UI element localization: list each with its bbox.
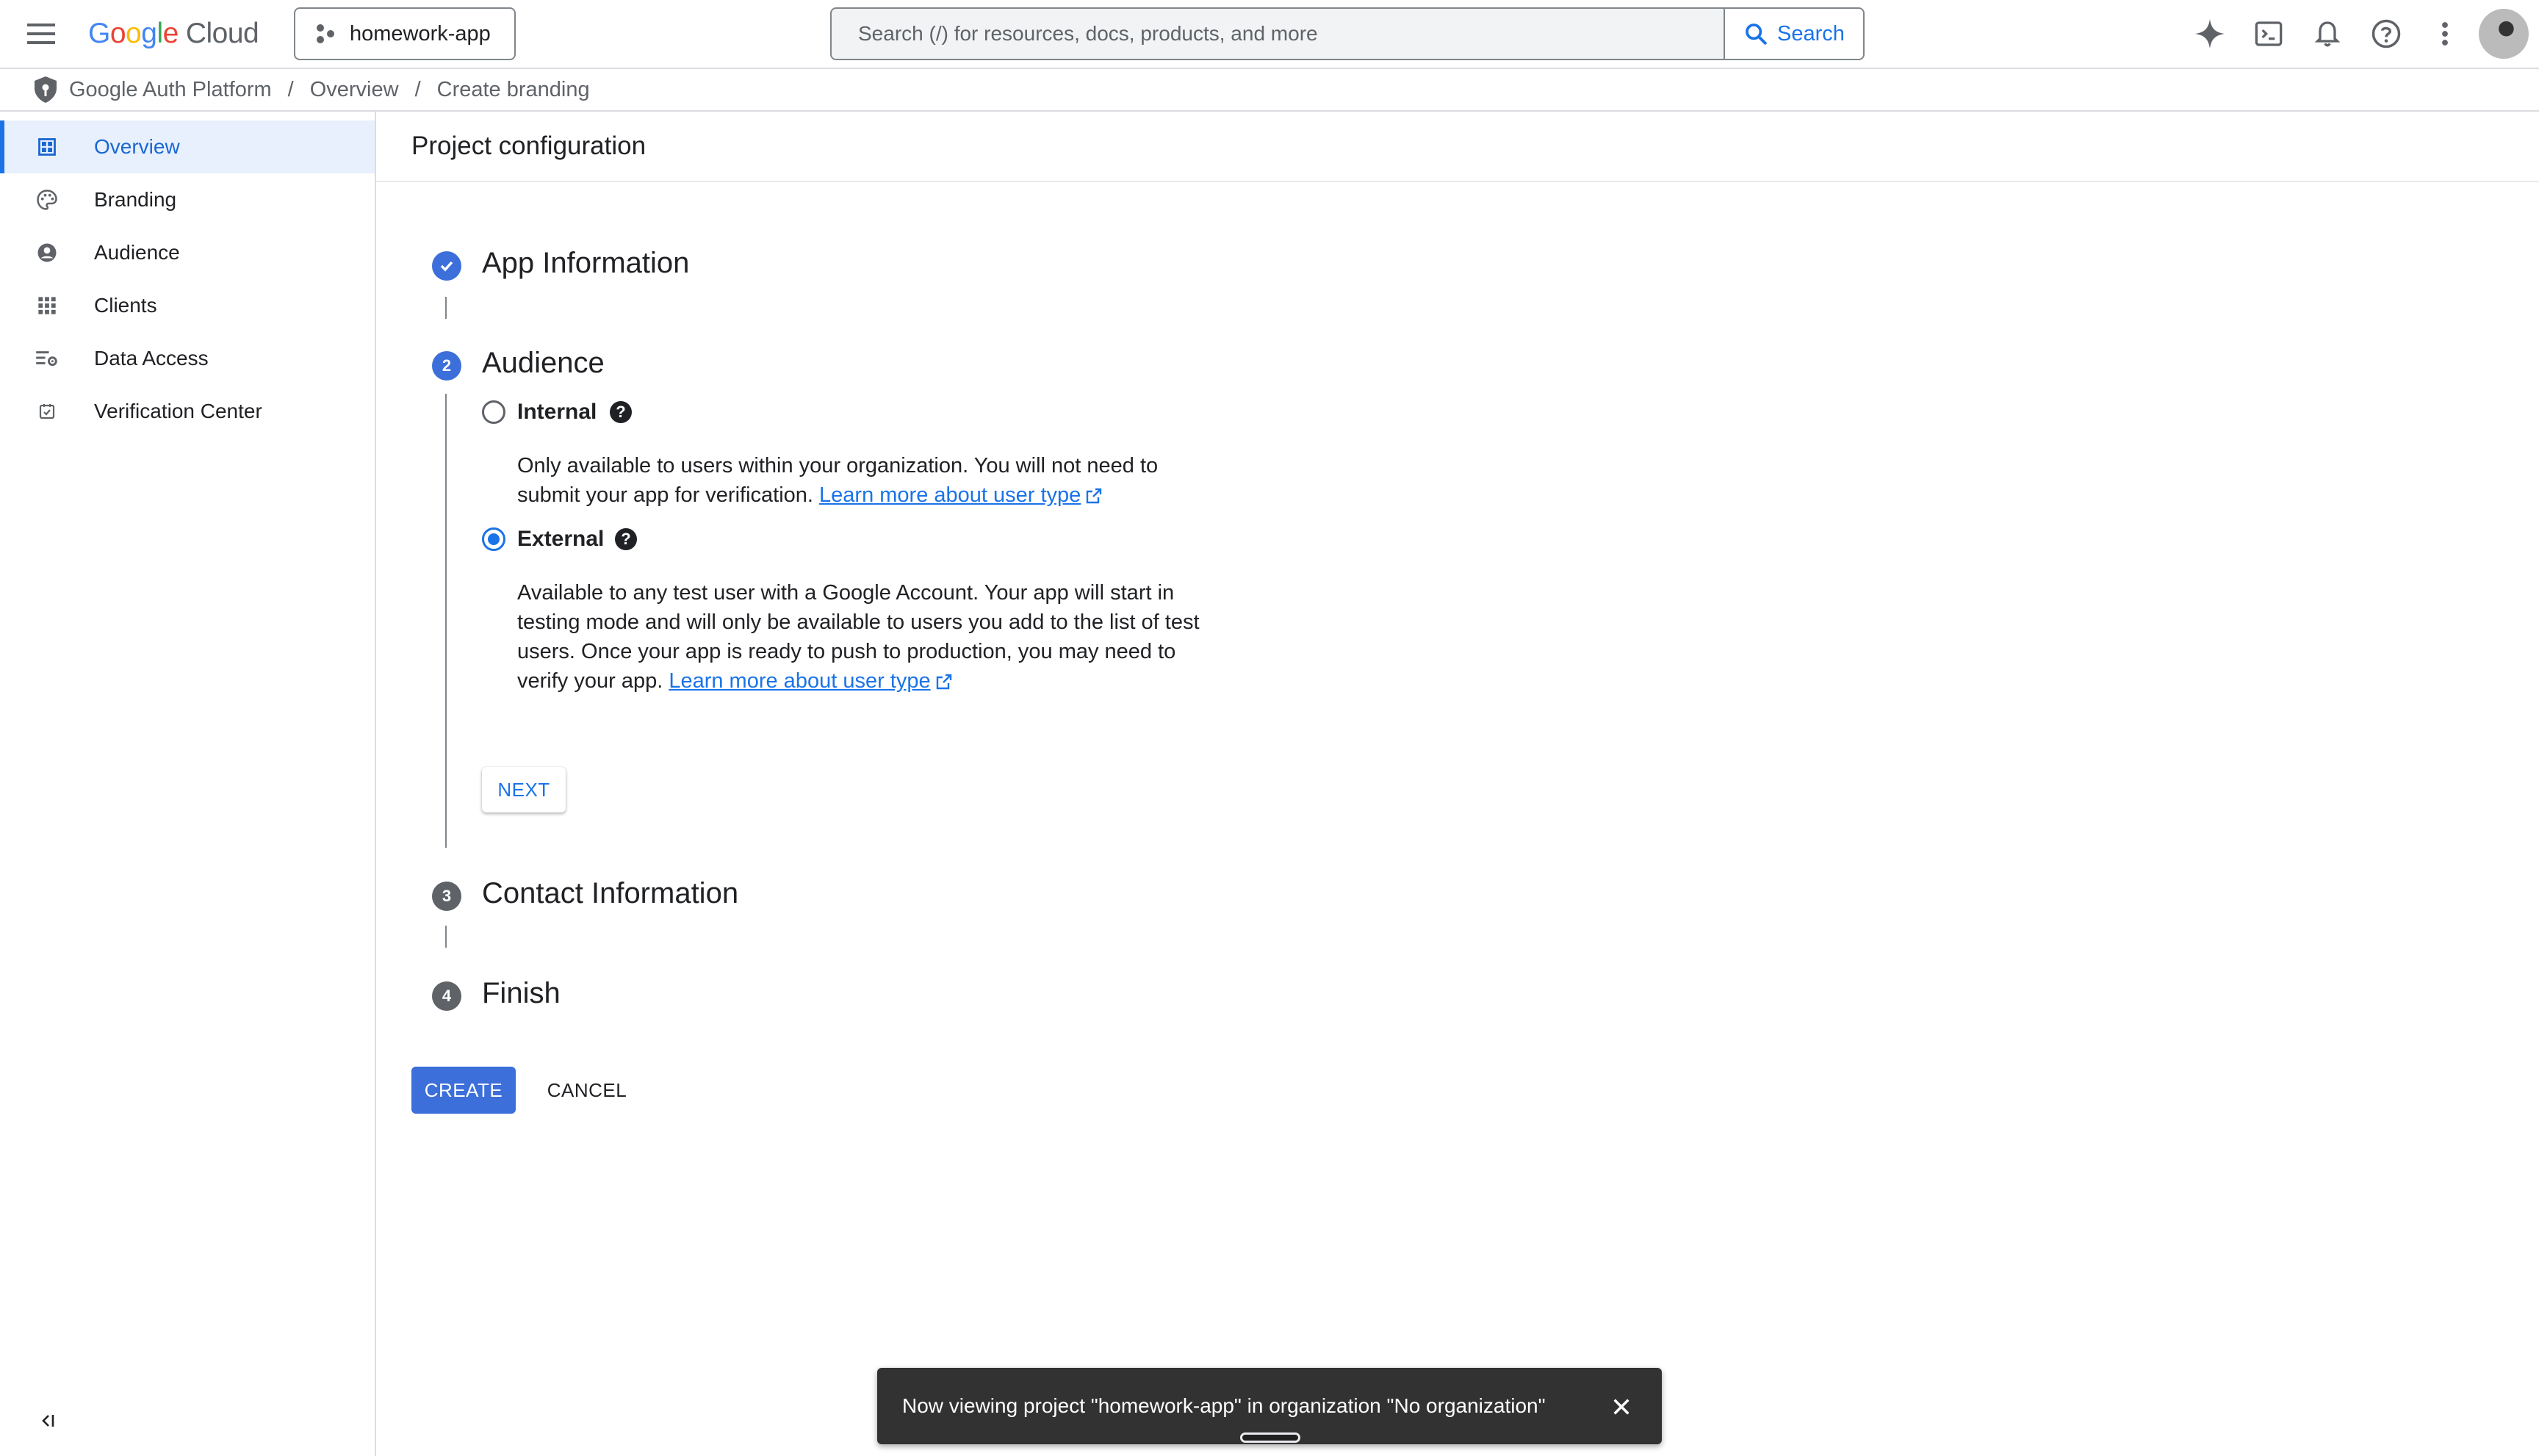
help-button[interactable]: [2366, 15, 2407, 53]
account-circle-icon: [35, 241, 59, 264]
search-button[interactable]: [1724, 7, 1865, 60]
help-icon[interactable]: ?: [610, 401, 632, 423]
check-icon: [438, 257, 455, 275]
breadcrumb-separator: /: [414, 77, 421, 101]
learn-more-user-type-link[interactable]: Learn more about user type: [819, 483, 1081, 507]
data-settings-icon: [35, 347, 59, 370]
apps-grid-icon: [35, 294, 59, 317]
breadcrumb: [0, 69, 2539, 112]
internal-description: Only available to users within your organization. You will not need to submit your app for verification. Learn more about user type: [517, 454, 1159, 507]
help-icon[interactable]: ?: [615, 528, 637, 550]
internal-label[interactable]: Internal: [517, 400, 597, 424]
step-connector: [445, 297, 447, 319]
more-options-button[interactable]: [2424, 15, 2466, 53]
help-circle-icon: [2371, 18, 2402, 49]
collapse-sidebar-button[interactable]: [32, 1406, 62, 1435]
internal-radio[interactable]: [482, 400, 505, 424]
sidebar-item-label: Data Access: [94, 347, 209, 370]
search-placeholder: Search (/) for resources, docs, products, and more: [858, 22, 1318, 45]
google-cloud-logo[interactable]: G o o g l e Cloud: [88, 18, 259, 49]
project-picker-button[interactable]: [294, 7, 516, 60]
step-number-badge: 2: [432, 351, 461, 381]
search-input[interactable]: [830, 7, 1725, 60]
collapse-left-icon: [38, 1412, 56, 1430]
sidebar-item-label: Clients: [94, 294, 157, 317]
breadcrumb-auth-platform[interactable]: Google Auth Platform: [69, 77, 272, 101]
sidebar-item-clients[interactable]: [0, 279, 375, 332]
sidebar-item-label: Overview: [94, 135, 180, 158]
step-finish[interactable]: Finish: [482, 977, 561, 1009]
snackbar-message: Now viewing project "homework-app" in organization "No organization": [902, 1394, 1546, 1417]
search-button-label: Search: [1777, 21, 1845, 46]
sidebar-item-verification-center[interactable]: [0, 385, 375, 438]
notifications-button[interactable]: [2307, 15, 2348, 53]
gemini-sparkle-icon: [2194, 18, 2226, 50]
step-contact-information[interactable]: Contact Information: [482, 877, 739, 909]
sidebar-item-overview[interactable]: [0, 120, 375, 173]
more-vert-icon: [2441, 21, 2449, 47]
sidebar-item-data-access[interactable]: [0, 332, 375, 385]
gemini-button[interactable]: [2189, 15, 2230, 53]
create-button[interactable]: CREATE: [411, 1067, 516, 1114]
terminal-icon: [2254, 19, 2283, 48]
top-bar: [0, 0, 2539, 69]
snackbar-close-button[interactable]: [1605, 1390, 1638, 1424]
cancel-button[interactable]: CANCEL: [547, 1078, 627, 1101]
next-button[interactable]: NEXT: [482, 767, 566, 812]
external-description: Available to any test user with a Google Account. Your app will start in testing mode and will only be available to users you add to the list of test users. Once your app is ready to push to production, you may need to verify your app. Learn more about user type: [517, 581, 1200, 693]
verified-check-icon: [35, 400, 59, 423]
dashboard-icon: [35, 135, 59, 159]
sidebar-item-label: Audience: [94, 241, 180, 264]
learn-more-user-type-link[interactable]: Learn more about user type: [669, 669, 931, 693]
step-connector: [445, 926, 447, 948]
step-audience: Audience: [482, 347, 605, 379]
sidebar-item-branding[interactable]: [0, 173, 375, 226]
breadcrumb-create-branding: Create branding: [436, 77, 590, 101]
step-connector: [445, 394, 447, 848]
search-icon: [1743, 21, 1768, 46]
sidebar-item-label: Verification Center: [94, 400, 262, 422]
shield-icon: [32, 75, 59, 104]
external-link-icon: [935, 673, 953, 691]
external-label[interactable]: External: [517, 527, 605, 551]
sidebar-nav: [0, 112, 376, 1456]
step-number-badge: 3: [432, 882, 461, 911]
bell-icon: [2313, 19, 2342, 48]
cloud-shell-button[interactable]: [2248, 15, 2289, 53]
main-menu-button[interactable]: [22, 16, 60, 51]
breadcrumb-overview[interactable]: Overview: [309, 77, 399, 101]
close-icon: [1611, 1396, 1632, 1417]
step-number-badge: 4: [432, 981, 461, 1011]
snackbar: [877, 1368, 1662, 1444]
step-app-information[interactable]: App Information: [482, 247, 690, 279]
breadcrumb-separator: /: [287, 77, 294, 101]
user-avatar[interactable]: [2479, 9, 2529, 59]
external-radio[interactable]: [482, 527, 505, 551]
step-complete-icon: [432, 251, 461, 281]
page-title: Project configuration: [376, 112, 2539, 182]
sidebar-item-audience[interactable]: [0, 226, 375, 279]
hamburger-menu-icon: [27, 24, 55, 44]
project-hierarchy-icon: [314, 24, 335, 44]
palette-icon: [35, 188, 59, 212]
drag-handle[interactable]: [1240, 1432, 1300, 1443]
project-name: homework-app: [350, 21, 491, 46]
external-link-icon: [1085, 487, 1103, 505]
sidebar-item-label: Branding: [94, 188, 177, 211]
